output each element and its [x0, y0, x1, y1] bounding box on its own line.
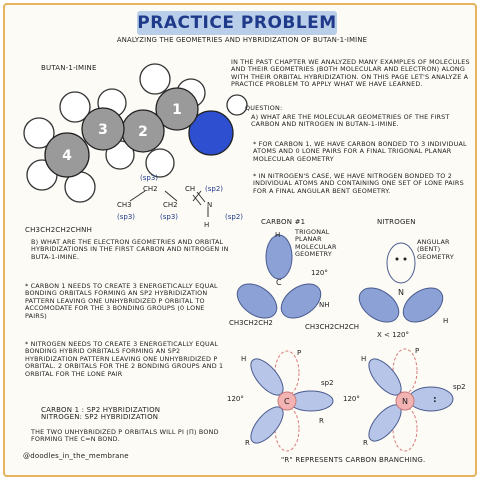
struct-hyb-ch2-b: (sp3) [160, 213, 179, 221]
struct-n: N [207, 201, 213, 209]
carbon-chain-label: CH3CH2CH2 [229, 319, 273, 327]
struct-ch3: CH3 [117, 201, 132, 209]
answer-a-nitrogen: * IN NITROGEN'S CASE, WE HAVE NITROGEN BONDED TO 2 INDIVIDUAL ATOMS AND CONTAINING ONE SET OF LONE PAIRS FOR A FINAL ANGULAR BENT GEOMETRY. [253, 172, 464, 195]
carbon-number-3: 3 [98, 122, 108, 138]
carbon-orbital-p: P [297, 349, 302, 357]
nitrogen-orbital-angle: 120° [343, 395, 360, 403]
struct-ch: CH [185, 185, 196, 193]
carbon-h-label: H [275, 231, 281, 239]
nitrogen-orbital-center: N [402, 397, 408, 406]
footnote: "R" REPRESENTS CARBON BRANCHING. [281, 456, 426, 464]
nitrogen-bent [353, 243, 449, 329]
nitrogen-orbital-diagram [363, 349, 453, 451]
carbon-diagram-heading: CARBON #1 [261, 218, 306, 226]
nitrogen-geometry-label: ANGULAR (BENT) GEOMETRY [417, 238, 455, 261]
struct-hyb-ch: (sp2) [205, 185, 224, 193]
nitrogen-orbital-h: H [361, 355, 367, 363]
carbon-number-1: 1 [172, 102, 182, 118]
struct-hyb-n: (sp2) [225, 213, 244, 221]
struct-ch2-a: CH2 [143, 185, 158, 193]
nitrogen-lone-pair: : [433, 395, 437, 405]
nitrogen-angle-label: X < 120° [377, 331, 409, 339]
struct-h: H [204, 221, 210, 229]
struct-hyb-ch3: (sp3) [117, 213, 136, 221]
nitrogen-diagram-heading: NITROGEN [377, 218, 416, 226]
geometry-diagrams [5, 5, 477, 477]
nitrogen-orbital-r: R [363, 439, 368, 447]
carbon-center-label: C [276, 278, 282, 287]
author-credit: @doodles_in_the_membrane [23, 452, 129, 460]
condensed-formula: CH3CH2CH2CHNH [25, 226, 93, 234]
carbon-geometry-label: TRIGONAL PLANAR MOLECULAR GEOMETRY [295, 228, 337, 259]
nitrogen-h-label: H [443, 317, 449, 325]
carbon-number-2: 2 [138, 124, 148, 140]
carbon-orbital-angle: 120° [227, 395, 244, 403]
nitrogen-chain-label: CH3CH2CH2CH [305, 323, 359, 331]
page-subtitle: ANALYZING THE GEOMETRIES AND HYBRIDIZATION OF BUTAN-1-IMINE [116, 36, 368, 44]
nitrogen-orbital-sp2: sp2 [453, 383, 466, 391]
worksheet-page [3, 3, 477, 477]
carbon-orbital-sp2: sp2 [321, 379, 334, 387]
carbon-orbital-h: H [241, 355, 247, 363]
answer-b-nitrogen: * NITROGEN NEEDS TO CREATE 3 ENERGETICALLY EQUAL BONDING HYBRID ORBITALS FORMING AN SP2 HYBRIDIZATION PATTERN LEAVING ONE UNHYBRIDIZED P ORBITAL. 2 ORBITALS FOR THE 2 BONDING GROUPS AND 1 ORBITAL FOR THE LONE PAIR [25, 340, 224, 378]
struct-ch2-b: CH2 [163, 201, 178, 209]
answer-b-carbon: * CARBON 1 NEEDS TO CREATE 3 ENERGETICALLY EQUAL BONDING ORBITALS FORMING AN SP2 HYBRIDIZATION PATTERN LEAVING ONE UNHYBRIDIZED P ORBITAL TO ACCOMODATE FOR THE 3 BONDING GROUPS (0 LONE PAIRS) [25, 282, 218, 320]
answer-a-carbon: * FOR CARBON 1, WE HAVE CARBON BONDED TO 3 INDIVIDUAL ATOMS AND 0 LONE PAIRS FOR A FINAL TRIGONAL PLANAR MOLECULAR GEOMETRY [253, 140, 467, 163]
hybridization-summary: CARBON 1 : SP2 HYBRIDIZATION NITROGEN: SP2 HYBRIDIZATION [41, 406, 161, 422]
carbon-angle-label: 120° [311, 269, 328, 277]
question-part-b: B) WHAT ARE THE ELECTRON GEOMETRIES AND ORBITAL HYBRIDIZATIONS IN THE FIRST CARBON AND NITROGEN IN BUTA-1-IMINE. [31, 238, 229, 261]
molecule-name: BUTAN-1-IMINE [41, 64, 97, 72]
question-heading: QUESTION: [245, 104, 283, 112]
carbon-orbital-center: C [284, 397, 290, 406]
carbon-orbital-r2: R [245, 439, 250, 447]
carbon-orbital-r1: R [319, 417, 324, 425]
intro-paragraph: IN THE PAST CHAPTER WE ANALYZED MANY EXAMPLES OF MOLECULES AND THEIR GEOMETRIES (BOTH MOLECULAR AND ELECTRON) ALONG WITH THEIR ORBITAL HYBRIDIZATION. ON THIS PAGE LET'S ANALYZE A PRACTICE PROBLEM TO APPLY WHAT WE HAVE LEARNED. [231, 58, 470, 89]
carbon-number-4: 4 [62, 148, 72, 164]
question-part-a: A) WHAT ARE THE MOLECULAR GEOMETRIES OF THE FIRST CARBON AND NITROGEN IN BUTAN-1-IMINE. [251, 113, 450, 129]
nitrogen-center-label: N [398, 288, 404, 297]
page-title: PRACTICE PROBLEM [137, 13, 337, 33]
nitrogen-orbital-p: P [415, 347, 420, 355]
pi-bond-statement: THE TWO UNHYBRIDIZED P ORBITALS WILL PI (Π) BOND FORMING THE C=N BOND. [31, 428, 219, 444]
struct-hyb-ch2-a: (sp3) [140, 174, 159, 182]
carbon-nh-label: NH [319, 301, 330, 309]
